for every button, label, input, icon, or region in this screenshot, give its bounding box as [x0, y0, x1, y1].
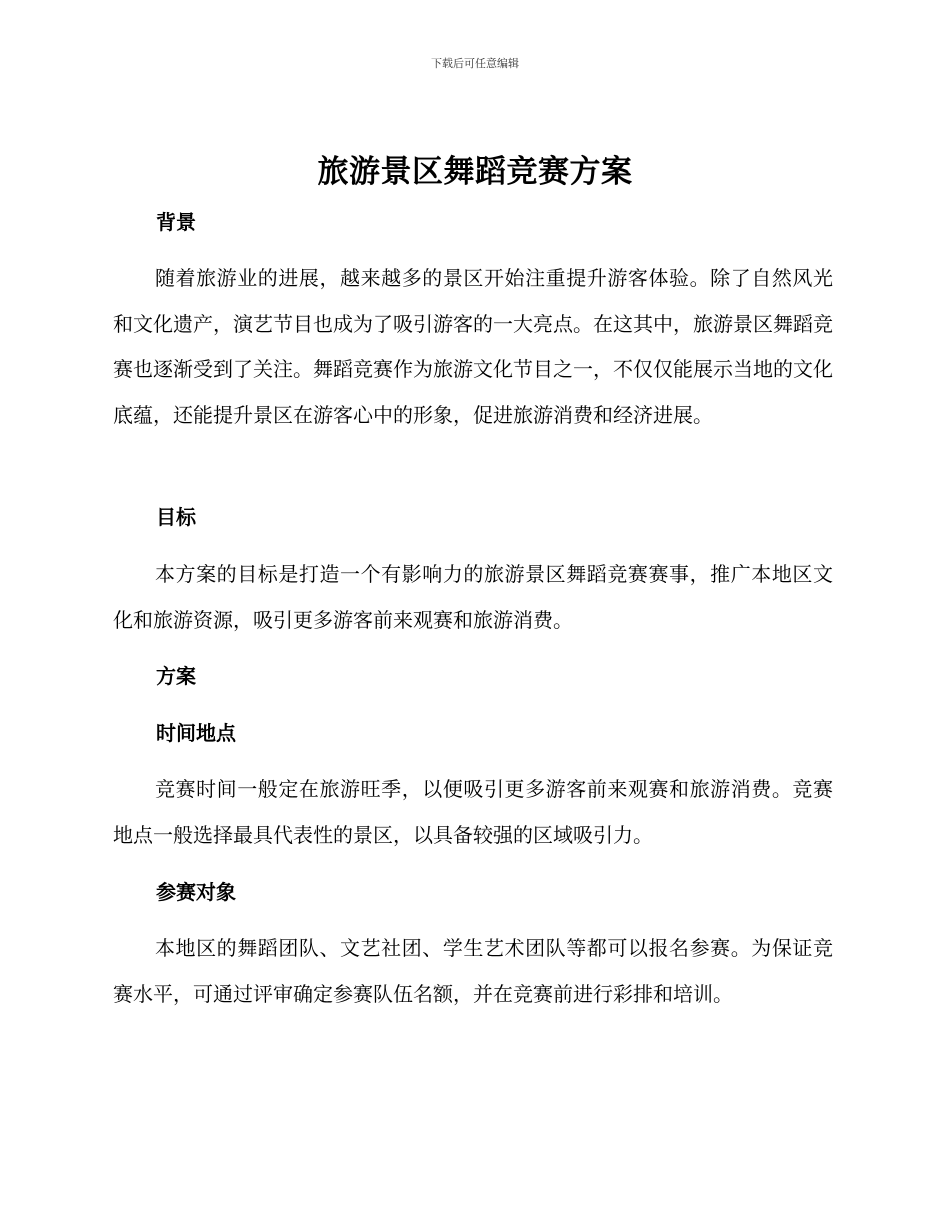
section-heading-goal: 目标: [156, 505, 196, 529]
page-header-note: 下载后可任意编辑: [431, 57, 519, 70]
section-heading-plan: 方案: [156, 664, 196, 688]
paragraph-background: 随着旅游业的进展，越来越多的景区开始注重提升游客体验。除了自然风光和文化遗产，演艺节目也成为了吸引游客的一大亮点。在这其中，旅游景区舞蹈竞赛也逐渐受到了关注。舞蹈竞赛作为旅游文化节目之一，不仅仅能展示当地的文化底蕴，还能提升景区在游客心中的形象，促进旅游消费和经济进展。: [113, 266, 833, 427]
section-heading-participants: 参赛对象: [156, 880, 236, 904]
section-heading-time-place: 时间地点: [156, 721, 236, 745]
document-title: 旅游景区舞蹈竞赛方案: [317, 154, 633, 190]
paragraph-participants: 本地区的舞蹈团队、文艺社团、学生艺术团队等都可以报名参赛。为保证竞赛水平，可通过评审确定参赛队伍名额，并在竞赛前进行彩排和培训。: [113, 936, 833, 1006]
paragraph-time-place: 竞赛时间一般定在旅游旺季，以便吸引更多游客前来观赛和旅游消费。竞赛地点一般选择最具代表性的景区，以具备较强的区域吸引力。: [113, 777, 833, 847]
section-heading-background: 背景: [156, 210, 196, 234]
paragraph-goal: 本方案的目标是打造一个有影响力的旅游景区舞蹈竞赛赛事，推广本地区文化和旅游资源，吸引更多游客前来观赛和旅游消费。: [113, 562, 833, 632]
